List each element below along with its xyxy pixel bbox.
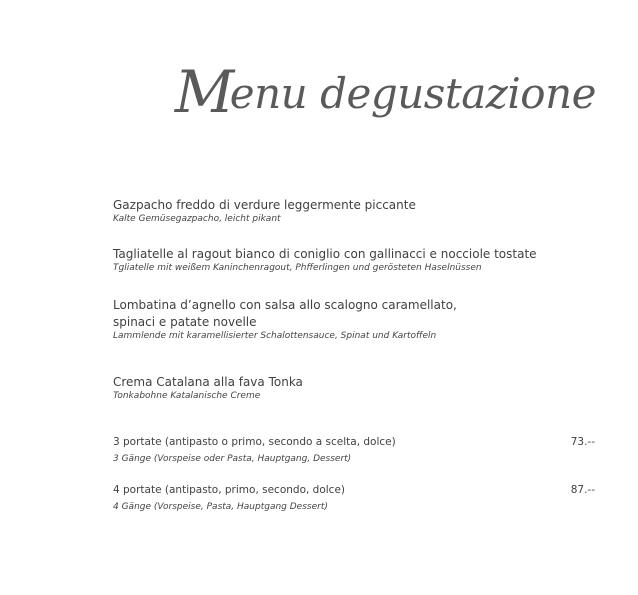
course-item [113,297,457,342]
course-italian: Crema Catalana alla fava Tonka [113,375,303,389]
title-initial: M [174,58,234,126]
course-italian: Tagliatelle al ragout bianco di coniglio con gallinacci e nocciole tostate [113,247,537,261]
price-row [113,483,595,514]
course-italian-line2: spinaci e patate novelle [113,315,257,329]
price-row [113,435,595,466]
price-value: 87.-- [570,484,595,496]
price-value: 73.-- [570,436,595,448]
price-option-german: 3 Gänge (Vorspeise oder Pasta, Hauptgang, Dessert) [113,454,352,464]
title-rest: enu degustazione [229,69,596,118]
course-item [113,246,537,274]
course-item [113,374,303,402]
price-option-italian: 4 portate (antipasto, primo, secondo, dolce) [113,484,346,496]
page-title [175,58,596,126]
course-item [113,197,416,225]
course-german: Kalte Gemüsegazpacho, leicht pikant [113,214,281,224]
course-german: Lammlende mit karamellisierter Schalottensauce, Spinat und Kartoffeln [113,331,437,341]
course-italian: Gazpacho freddo di verdure leggermente piccante [113,198,416,212]
course-german: Tonkabohne Katalanische Creme [113,391,261,401]
course-italian-line1: Lombatina d’agnello con salsa allo scalogno caramellato, [113,298,457,312]
price-option-german: 4 Gänge (Vorspeise, Pasta, Hauptgang Dessert) [113,502,328,512]
price-option-italian: 3 portate (antipasto o primo, secondo a scelta, dolce) [113,436,396,448]
course-german: Tgliatelle mit weißem Kaninchenragout, Phfferlingen und gerösteten Haselnüssen [113,263,482,273]
